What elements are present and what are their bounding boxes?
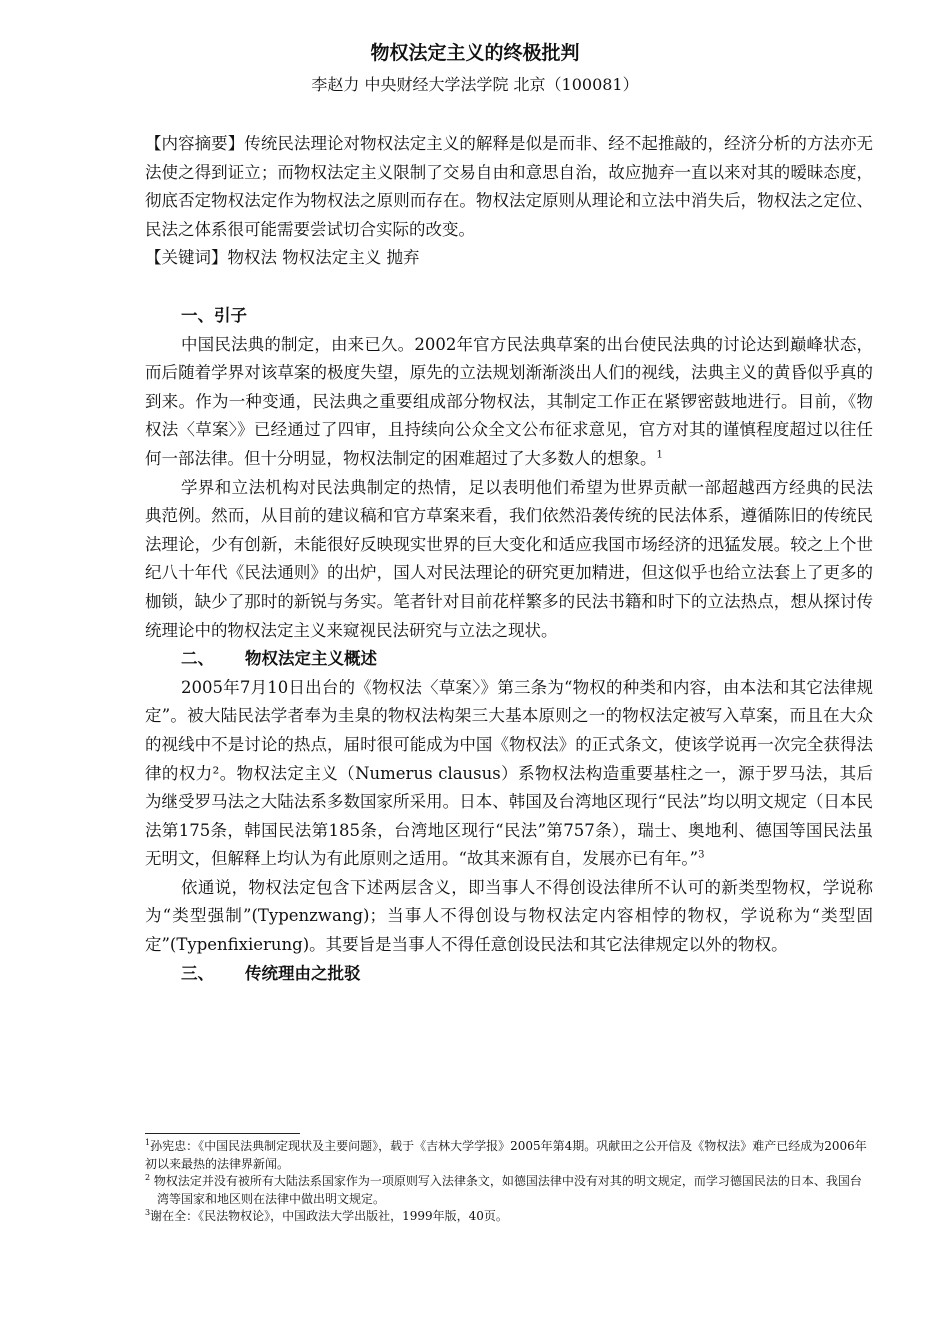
author-affiliation: 李赵力 中央财经大学法学院 北京（100081）	[311, 75, 639, 94]
footnotes	[145, 1138, 870, 1226]
footnote-2: $^2$ 物权法定并没有被所有大陆法系国家作为一项原则写入法律条文，如德国法律中没有对其的明文规定，而学习德国民法的日本、我国台湾等国家和地区则在法律中做出明文规定。	[145, 1173, 862, 1206]
abstract-paragraph	[145, 130, 873, 244]
footnote-separator	[145, 1133, 300, 1134]
body-paragraph: 2005年7月10日出台的《物权法〈草案〉》第三条为“物权的种类和内容，由本法和其它法律规定”。被大陆民法学者奉为圭臬的物权法构架三大基本原则之一的物权法定被写入草案，而且在大众的视线中不是讨论的热点，届时很可能成为中国《物权法》的正式条文，使该学说再一次完全获得法律的权力²。物权法定主义（Numerus clausus）系物权法构造重要基柱之一，源于罗马法，其后为继受罗马法之大陆法系多数国家所采用。日本、韩国及台湾地区现行“民法”均以明文规定（日本民法第175条，韩国民法第185条，台湾地区现行“民法”第757条），瑞士、奥地利、德国等国民法虽无明文，但解释上均认为有此原则之适用。“故其来源有自，发展亦已有年。”$^3$	[145, 677, 873, 869]
abstract-label: 【内容摘要】	[145, 134, 245, 153]
body-paragraph: 中国民法典的制定，由来已久。2002年官方民法典草案的出台使民法典的讨论达到巅峰状态，而后随着学界对该草案的极度失望，原先的立法规划渐渐淡出人们的视线，法典主义的黄昏似乎真的到来。作为一种变通，民法典之重要组成部分物权法，其制定工作正在紧锣密鼓地进行。目前，《物权法〈草案〉》已经通过了四审，且持续向公众全文公布征求意见，官方对其的谨慎程度超过以往任何一部法律。但十分明显，物权法制定的困难超过了大多数人的想象。$^1$	[145, 334, 873, 468]
section-heading-2: 二、 物权法定主义概述	[181, 649, 377, 669]
section-heading-3: 三、 传统理由之批驳	[181, 963, 361, 983]
main-body	[145, 302, 873, 988]
footnote-ref: 3	[698, 849, 705, 861]
body-paragraph: 依通说，物权法定包含下述两层含义，即当事人不得创设法律所不认可的新类型物权，学说称为“类型强制”(Typenzwang)；当事人不得创设与物权法定内容相悖的物权，学说称为“类型固定”(Typenfixierung)。其要旨是当事人不得任意创设民法和其它法律规定以外的物权。	[145, 877, 873, 955]
abstract-text: 传统民法理论对物权法定主义的解释是似是而非、经不起推敲的，经济分析的方法亦无法使之得到证立；而物权法定主义限制了交易自由和意思自治，故应抛弃一直以来对其的暧昧态度，彻底否定物权法定作为物权法之原则而存在。物权法定原则从理论和立法中消失后，物权法之定位、民法之体系很可能需要尝试切合实际的改变。	[145, 134, 874, 239]
abstract-block	[145, 130, 873, 273]
keywords-text: 物权法 物权法定主义 抛弃	[227, 248, 420, 268]
paper-title: 物权法定主义的终极批判	[370, 42, 580, 64]
footnote-ref: 1	[656, 449, 663, 461]
body-paragraph: 学界和立法机构对民法典制定的热情，足以表明他们希望为世界贡献一部超越西方经典的民法典范例。然而，从目前的建议稿和官方草案来看，我们依然沿袭传统的民法体系，遵循陈旧的传统民法理论，少有创新，未能很好反映现实世界的巨大变化和适应我国市场经济的迅猛发展。较之上个世纪八十年代《民法通则》的出炉，国人对民法理论的研究更加精进，但这似乎也给立法套上了更多的枷锁，缺少了那时的新锐与务实。笔者针对目前花样繁多的民法书籍和时下的立法热点，想从探讨传统理论中的物权法定主义来窥视民法研究与立法之现状。	[145, 477, 873, 640]
keywords-label: 【关键词】	[145, 248, 228, 268]
section-heading-1: 一、引子	[181, 306, 247, 325]
footnote-3: $^3$谢在全：《民法物权论》，中国政法大学出版社，1999年版，40页。	[145, 1208, 508, 1223]
footnote-1: $^1$孙宪忠：《中国民法典制定现状及主要问题》，载于《吉林大学学报》2005年第4期。巩献田之公开信及《物权法》难产已经成为2006年初以来最热的法律界新闻。	[145, 1138, 867, 1171]
keywords-paragraph	[145, 244, 873, 273]
